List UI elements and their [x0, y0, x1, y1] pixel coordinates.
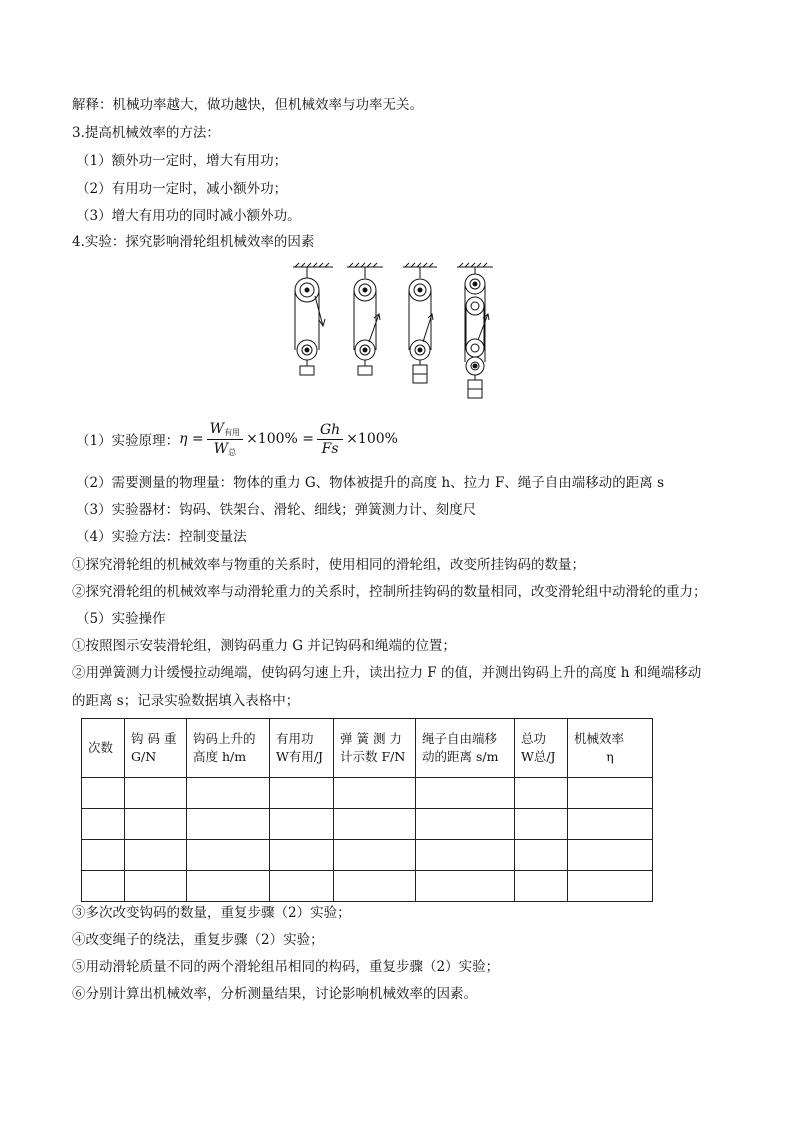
efficiency-formula [76, 414, 398, 464]
pulley-system-3 [409, 267, 433, 383]
useful-work-symbol: W [209, 420, 225, 437]
text-line-method-pulley: ②探究滑轮组的机械效率与动滑轮重力的关系时，控制所挂钩码的数量相同，改变滑轮组中动滑轮的重力； [72, 584, 707, 600]
formula-times-2: ×100% [346, 431, 398, 447]
table-row [82, 778, 653, 809]
formula-fs: Fs [321, 440, 339, 457]
text-line-operation-heading: （5）实验操作 [76, 611, 166, 627]
table-header-cell: 钩 码 重 G/N [125, 719, 187, 778]
table-header-row [82, 719, 653, 778]
text-line-operation-2-cont: 的距离 s；记录实验数据填入表格中； [72, 693, 300, 709]
total-work-subscript: 总 [228, 447, 237, 457]
text-line-equipment: （3）实验器材：钩码、铁架台、滑轮、细线；弹簧测力计、刻度尺 [76, 502, 477, 518]
useful-work-subscript: 有用 [224, 427, 241, 437]
pulley-systems-figure [285, 262, 505, 402]
text-line-methods-heading: 3.提高机械效率的方法： [72, 125, 220, 141]
text-line-method-2: （2）有用功一定时，减小额外功； [76, 181, 288, 197]
text-line-operation-1: ①按照图示安装滑轮组，测钩码重力 G 并记钩码和绳端的位置； [72, 638, 456, 654]
formula-times-1: ×100% = [246, 431, 314, 447]
total-work-symbol: W [213, 440, 229, 457]
table-header-cell: 有用功 W有用/J [270, 719, 334, 778]
table-row [82, 871, 653, 902]
table-row [82, 809, 653, 840]
text-line-step-6: ⑥分别计算出机械效率，分析测量结果，讨论影响机械效率的因素。 [72, 986, 477, 1002]
text-line-method-3: （3）增大有用功的同时减小额外功。 [76, 208, 301, 224]
ceiling-support-3 [403, 263, 437, 267]
text-line-method-1: （1）额外功一定时，增大有用功； [76, 153, 288, 169]
data-table [81, 718, 653, 902]
fraction-gh-over-fs [317, 422, 343, 457]
formula-expression [179, 421, 398, 458]
text-line-explanation: 解释：机械功率越大，做功越快，但机械效率与功率无关。 [72, 97, 423, 113]
text-line-step-4: ④改变绳子的绕法，重复步骤（2）实验； [72, 932, 324, 948]
table-row [82, 840, 653, 871]
table-header-cell: 弹 簧 测 力 计示数 F/N [334, 719, 416, 778]
table-header-cell: 钩码上升的 高度 h/m [187, 719, 270, 778]
ceiling-support-4 [457, 263, 493, 267]
formula-label: （1）实验原理： [76, 433, 180, 449]
table-header-cell: 次数 [82, 719, 125, 778]
text-line-experiment-heading: 4.实验：探究影响滑轮组机械效率的因素 [72, 234, 315, 250]
fraction-useful-over-total [207, 421, 243, 458]
ceiling-support-2 [347, 263, 383, 267]
ceiling-support-1 [293, 263, 333, 267]
pulley-system-1 [295, 267, 325, 375]
text-line-quantities: （2）需要测量的物理量：物体的重力 G、物体被提升的高度 h、拉力 F、绳子自由端移动的距离 s [76, 475, 665, 491]
formula-eta: η = [179, 431, 204, 447]
pulley-system-2 [354, 267, 380, 375]
text-line-method-weight: ①探究滑轮组的机械效率与物重的关系时，使用相同的滑轮组，改变所挂钩码的数量； [72, 557, 585, 573]
text-line-step-5: ⑤用动滑轮质量不同的两个滑轮组吊相同的构码，重复步骤（2）实验； [72, 959, 500, 975]
table-header-cell: 总功 W总/J [515, 719, 568, 778]
formula-gh: Gh [317, 422, 343, 440]
text-line-step-3: ③多次改变钩码的数量，重复步骤（2）实验； [72, 905, 351, 921]
table-header-cell: 绳子自由端移 动的距离 s/m [416, 719, 515, 778]
text-line-method: （4）实验方法：控制变量法 [76, 529, 247, 545]
table-header-cell: 机械效率 η [568, 719, 653, 778]
text-line-operation-2: ②用弹簧测力计缓慢拉动绳端，使钩码匀速上升，读出拉力 F 的值，并测出钩码上升的高度 h 和绳端移动 [72, 665, 702, 681]
pulley-system-4 [465, 267, 489, 398]
